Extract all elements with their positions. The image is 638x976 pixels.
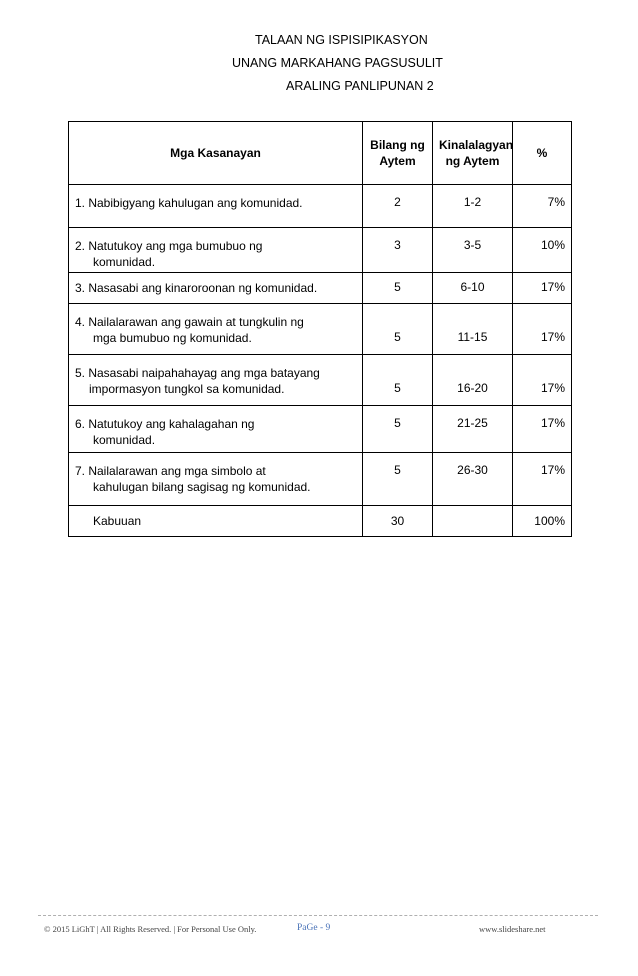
percent-cell: 10%	[513, 228, 572, 273]
skill-cell: 5. Nasasabi naipahahayag ang mga batayang impormasyon tungkol sa komunidad.	[69, 355, 363, 406]
column-header-skill: Mga Kasanayan	[69, 122, 363, 185]
skill-cell: 1. Nabibigyang kahulugan ang komunidad.	[69, 185, 363, 228]
document-subject: ARALING PANLIPUNAN 2	[286, 79, 434, 93]
percent-cell: 7%	[513, 185, 572, 228]
location-cell: 21-25	[433, 406, 513, 453]
total-items-cell: 30	[363, 506, 433, 537]
column-header-location: Kinalalagyan ng Aytem	[433, 122, 513, 185]
table-row	[69, 304, 572, 355]
table-row	[69, 185, 572, 228]
items-cell: 2	[363, 185, 433, 228]
skill-cell: 4. Nailalarawan ang gawain at tungkulin ng mga bumubuo ng komunidad.	[69, 304, 363, 355]
table-row	[69, 453, 572, 506]
table-row	[69, 273, 572, 304]
specification-table	[68, 121, 572, 537]
location-cell: 3-5	[433, 228, 513, 273]
location-cell: 26-30	[433, 453, 513, 506]
table-row	[69, 406, 572, 453]
location-cell: 11-15	[433, 304, 513, 355]
percent-cell: 17%	[513, 304, 572, 355]
total-label-cell: Kabuuan	[69, 506, 363, 537]
items-cell: 5	[363, 273, 433, 304]
items-cell: 5	[363, 406, 433, 453]
total-percent-cell: 100%	[513, 506, 572, 537]
percent-cell: 17%	[513, 355, 572, 406]
skill-cell: 7. Nailalarawan ang mga simbolo at kahulugan bilang sagisag ng komunidad.	[69, 453, 363, 506]
items-cell: 3	[363, 228, 433, 273]
skill-cell: 3. Nasasabi ang kinaroroonan ng komunidad.	[69, 273, 363, 304]
table-header-row	[69, 122, 572, 185]
items-cell: 5	[363, 304, 433, 355]
footer-site-link[interactable]: www.slideshare.net	[479, 924, 546, 934]
location-cell: 1-2	[433, 185, 513, 228]
percent-cell: 17%	[513, 453, 572, 506]
skill-cell: 2. Natutukoy ang mga bumubuo ng komunidad.	[69, 228, 363, 273]
skill-cell: 6. Natutukoy ang kahalagahan ng komunidad.	[69, 406, 363, 453]
footer-divider	[38, 915, 598, 916]
table-row	[69, 228, 572, 273]
items-cell: 5	[363, 453, 433, 506]
footer-page-number: PaGe - 9	[297, 923, 331, 933]
location-cell: 6-10	[433, 273, 513, 304]
table-total-row	[69, 506, 572, 537]
total-location-cell	[433, 506, 513, 537]
percent-cell: 17%	[513, 406, 572, 453]
document-title: TALAAN NG ISPISIPIKASYON	[255, 33, 428, 47]
footer-copyright: © 2015 LiGhT | All Rights Reserved. | For Personal Use Only.	[44, 924, 257, 934]
location-cell: 16-20	[433, 355, 513, 406]
percent-cell: 17%	[513, 273, 572, 304]
items-cell: 5	[363, 355, 433, 406]
document-subtitle: UNANG MARKAHANG PAGSUSULIT	[232, 56, 443, 70]
column-header-items: Bilang ng Aytem	[363, 122, 433, 185]
column-header-percent: %	[513, 122, 572, 185]
table-row	[69, 355, 572, 406]
